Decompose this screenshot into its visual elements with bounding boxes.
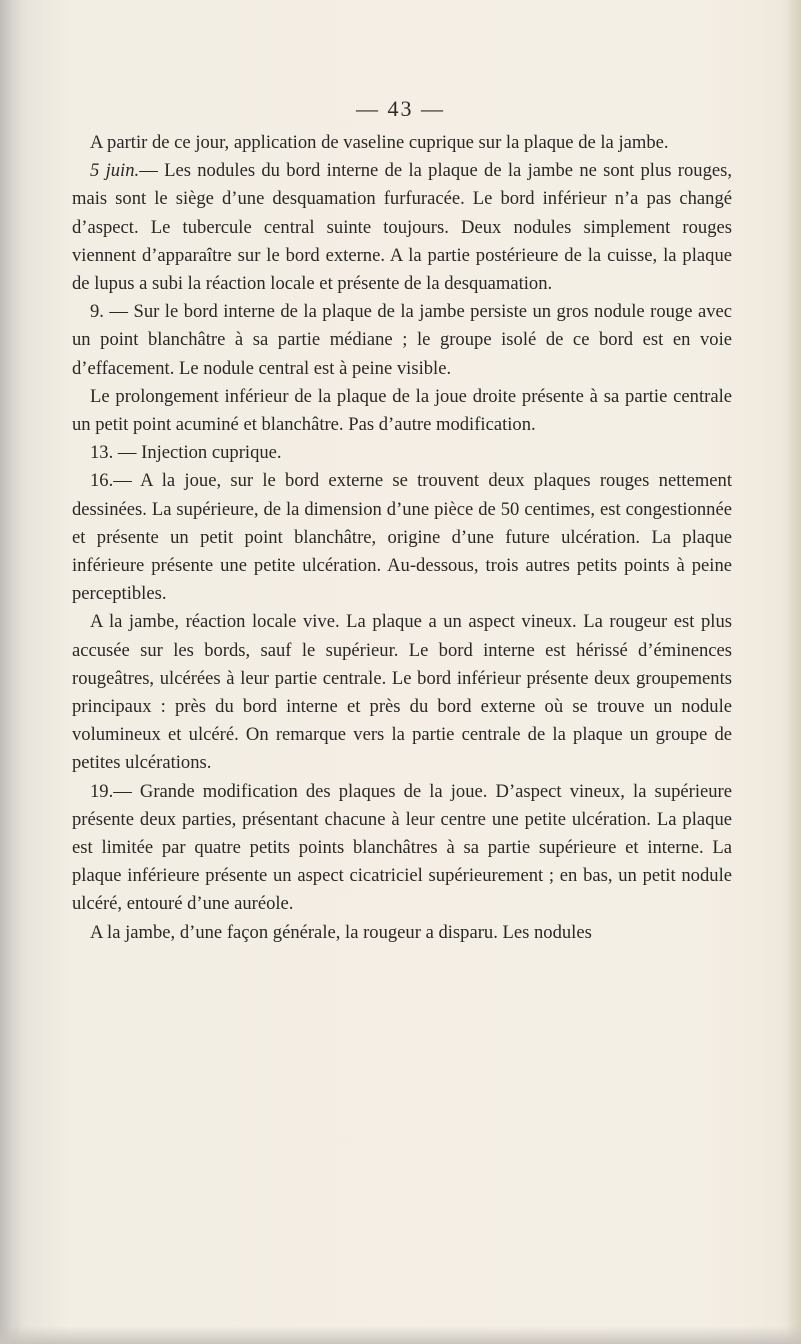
- paragraph-2: [72, 157, 732, 298]
- page-gutter-shadow: [0, 0, 22, 1344]
- paragraph-8: 19.— Grande modification des plaques de la joue. D’aspect vineux, la supérieure présente deux parties, présentant chacune à leur centre une petite ulcération. La plaque est limitée par quatre petits points blanchâtres à sa partie supérieure et interne. La plaque inférieure présente un aspect cicatriciel supérieurement ; en bas, un petit nodule ulcéré, entouré d’une auréole.: [72, 780, 732, 915]
- paragraph-2-date: 5 juin.: [90, 160, 140, 182]
- page-number: — 43 —: [356, 96, 445, 121]
- paragraph-9: A la jambe, d’une façon générale, la rougeur a disparu. Les nodules: [90, 921, 592, 943]
- page-right-edge: [787, 0, 801, 1344]
- paragraph-1: A partir de ce jour, application de vaseline cuprique sur la plaque de la jambe.: [90, 132, 669, 153]
- page-bottom-edge: [0, 1326, 801, 1344]
- paragraph-3: 9. — Sur le bord interne de la plaque de la jambe persiste un gros nodule rouge avec un point blanchâtre à sa partie médiane ; le groupe isolé de ce bord est en voie d’effacement. Le nodule central est à peine visible.: [72, 301, 732, 379]
- paragraph-5: 13. — Injection cuprique.: [90, 442, 282, 464]
- paragraph-7: A la jambe, réaction locale vive. La plaque a un aspect vineux. La rougeur est plus accusée sur les bords, sauf le supérieur. Le bord interne est hérissé d’éminences rougeâtres, ulcérées à leur partie centrale. Le bord inférieur présente deux groupements principaux : près du bord interne et près du bord externe où se trouve un nodule volumineux et ulcéré. On remarque vers la partie centrale de la plaque un groupe de petites ulcérations.: [72, 611, 732, 774]
- body-text: [72, 129, 732, 947]
- paragraph-2-text: — Les nodules du bord interne de la plaque de la jambe ne sont plus rouges, mais sont le siège d’une desquamation furfuracée. Le bord inférieur n’a pas changé d’aspect. Le tubercule central suinte toujours. Deux nodules simplement rouges viennent d’apparaître sur le bord externe. A la partie postérieure de la cuisse, la plaque de lupus a subi la réaction locale et présente de la desquamation.: [72, 160, 733, 295]
- paragraph-4: Le prolongement inférieur de la plaque de la joue droite présente à sa partie centrale un petit point acuminé et blanchâtre. Pas d’autre modification.: [72, 385, 732, 436]
- paragraph-6: 16.— A la joue, sur le bord externe se trouvent deux plaques rouges nettement dessinées. La supérieure, de la dimension d’une pièce de 50 centimes, est congestionnée et présente un petit point blanchâtre, origine d’une future ulcération. La plaque inférieure présente une petite ulcération. Au-dessous, trois autres petits points à peine perceptibles.: [72, 470, 732, 605]
